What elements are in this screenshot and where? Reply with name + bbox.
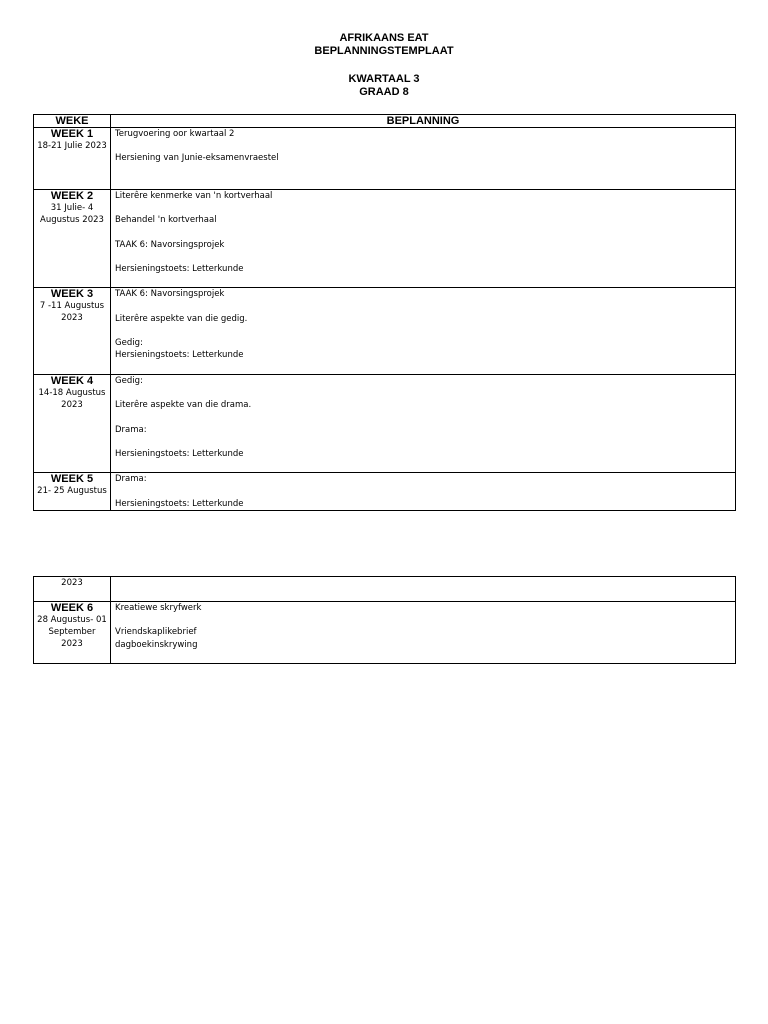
week-title: WEEK 2	[50, 189, 94, 202]
table-header-row	[34, 115, 736, 128]
title-line-2: BEPLANNINGSTEMPLAAT	[314, 45, 454, 57]
blank-line	[115, 436, 735, 448]
planning-cell	[111, 288, 736, 374]
week-title: WEEK 1	[50, 128, 94, 140]
planning-table	[33, 114, 736, 511]
planning-cell	[111, 577, 736, 602]
week-dates: 14-18 Augustus	[38, 387, 106, 398]
week-dates: 21- 25 Augustus	[37, 486, 107, 497]
planning-item: Hersieningstoets: Letterkunde	[115, 264, 244, 275]
title-line-1: AFRIKAANS EAT	[339, 32, 429, 44]
blank-line	[115, 301, 735, 313]
week-title: WEEK 6	[50, 602, 94, 614]
table-row	[34, 374, 736, 473]
table-row	[34, 189, 736, 288]
planning-item: Literêre aspekte van die gedig.	[115, 313, 248, 324]
blank-line	[115, 140, 735, 152]
planning-item: Literêre aspekte van die drama.	[115, 400, 252, 411]
table-row	[34, 602, 736, 664]
planning-item: Hersieningstoets: Letterkunde	[115, 498, 244, 509]
table-row	[34, 128, 736, 190]
weke-header: WEKE	[34, 115, 111, 128]
week-cell	[34, 602, 111, 664]
planning-item: Kreatiewe skryfwerk	[115, 603, 202, 613]
week-cell	[34, 577, 111, 602]
planning-item: dagboekinskrywing	[115, 639, 198, 650]
planning-cell	[111, 189, 736, 288]
week-title: WEEK 5	[50, 473, 94, 486]
planning-item: Drama:	[115, 474, 147, 485]
blank-line	[115, 614, 735, 626]
week-title: WEEK 3	[50, 288, 94, 301]
week-dates: 28 Augustus- 01	[37, 615, 107, 625]
planning-table-continued	[33, 576, 736, 664]
week-dates: 7 -11 Augustus	[39, 301, 105, 312]
planning-item: Hersiening van Junie-eksamenvraestel	[115, 153, 279, 164]
blank-line	[115, 275, 735, 287]
planning-cell	[111, 128, 736, 190]
week-dates: 18-21 Julie 2023	[37, 141, 107, 151]
week-dates: Augustus 2023	[40, 214, 104, 225]
document-subtitle	[0, 73, 768, 99]
blank-line	[115, 202, 735, 214]
planning-cell	[111, 374, 736, 473]
blank-line	[115, 227, 735, 239]
week-title: WEEK 4	[50, 374, 94, 387]
blank-line	[115, 362, 735, 374]
week-dates: 2023	[61, 639, 83, 649]
week-cell	[34, 128, 111, 190]
blank-line	[115, 411, 735, 423]
planning-item: Literêre kenmerke van 'n kortverhaal	[115, 190, 273, 201]
term-label: KWARTAAL 3	[348, 73, 420, 85]
planning-item: Hersieningstoets: Letterkunde	[115, 448, 244, 459]
grade-label: GRAAD 8	[359, 86, 409, 98]
week-cell	[34, 473, 111, 511]
week-dates: 31 Julie- 4	[50, 202, 94, 213]
table-row	[34, 473, 736, 511]
blank-line	[115, 177, 735, 189]
blank-line	[115, 165, 735, 177]
planning-item: Drama:	[115, 424, 147, 435]
blank-line	[115, 651, 735, 663]
week-dates: 2023	[61, 313, 83, 324]
planning-item: Gedig:	[115, 375, 143, 386]
planning-item: Terugvoering oor kwartaal 2	[115, 129, 235, 139]
table-row	[34, 577, 736, 602]
week-dates: 2023	[61, 578, 83, 588]
blank-line	[115, 460, 735, 472]
week-dates: 2023	[61, 399, 83, 410]
document-title	[0, 32, 768, 58]
week-cell	[34, 374, 111, 473]
planning-item: Hersieningstoets: Letterkunde	[115, 350, 244, 361]
table-row	[34, 288, 736, 374]
planning-item: Behandel 'n kortverhaal	[115, 215, 217, 226]
planning-item: Gedig:	[115, 338, 143, 349]
beplanning-header: BEPLANNING	[111, 115, 736, 128]
blank-line	[115, 251, 735, 263]
week-dates: September	[48, 627, 96, 637]
planning-item: TAAK 6: Navorsingsprojek	[115, 289, 225, 300]
planning-cell	[111, 602, 736, 664]
blank-line	[115, 325, 735, 337]
planning-item: Vriendskaplikebrief	[115, 627, 197, 638]
planning-cell	[111, 473, 736, 511]
blank-line	[115, 485, 735, 497]
week-cell	[34, 288, 111, 374]
week-cell	[34, 189, 111, 288]
blank-line	[115, 387, 735, 399]
planning-item: TAAK 6: Navorsingsprojek	[115, 239, 225, 250]
